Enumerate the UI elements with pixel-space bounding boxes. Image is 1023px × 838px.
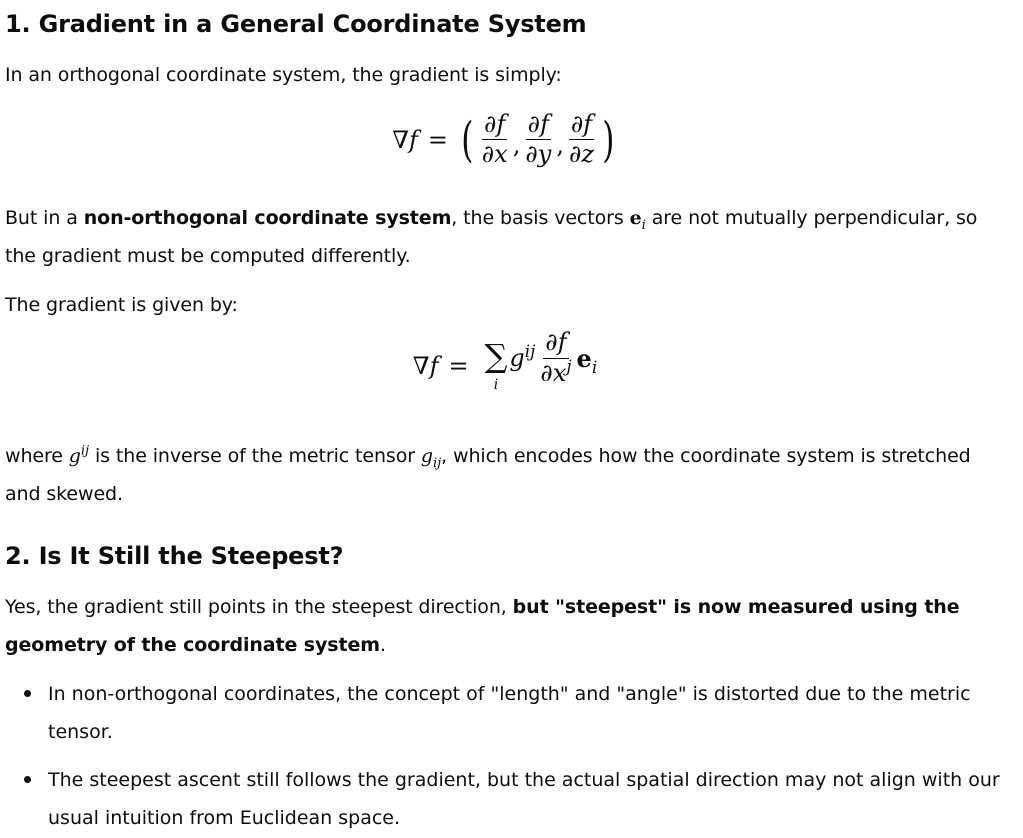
section-2-heading: 2. Is It Still the Steepest? bbox=[5, 542, 344, 570]
inverse-metric-symbol: $g^{ij}$ bbox=[68, 443, 90, 467]
nabla-f: ∇f bbox=[392, 125, 418, 154]
partial-f-partial-x: $\frac{\partial f}{\partial x}$ bbox=[481, 110, 508, 169]
left-paren: ( bbox=[461, 111, 474, 168]
equals-sign: = bbox=[448, 352, 469, 380]
text: , which encodes how the coordinate system is stretched and skewed. bbox=[5, 445, 971, 505]
partial-f-partial-z: $\frac{\partial f}{\partial z}$ bbox=[568, 110, 595, 169]
equation-general-gradient bbox=[0, 328, 1010, 393]
bullet-list bbox=[5, 675, 1023, 837]
bold-term: non-orthogonal coordinate system bbox=[83, 207, 452, 229]
bold-text: but "steepest" is now measured using the geometry of the coordinate system bbox=[5, 596, 960, 656]
nabla-f: ∇f bbox=[412, 352, 439, 380]
text: , the basis vectors bbox=[451, 207, 630, 229]
section-1-paragraph-3 bbox=[5, 286, 238, 324]
right-paren: ) bbox=[602, 111, 615, 168]
partial-f-partial-y: $\frac{\partial f}{\partial y}$ bbox=[525, 110, 552, 169]
section-1-paragraph-4 bbox=[5, 437, 1005, 513]
comma: , bbox=[556, 131, 564, 160]
text: But in a bbox=[5, 207, 84, 229]
text: Yes, the gradient still points in the steepest direction, bbox=[5, 596, 513, 618]
text: is the inverse of the metric tensor bbox=[89, 445, 421, 467]
text: The gradient is given by: bbox=[5, 294, 238, 316]
inverse-metric: $g^{ij}$ bbox=[509, 341, 536, 372]
partial-f-partial-xj: $\frac{\partial f}{\partial x^j}$ bbox=[540, 328, 572, 387]
text: are not mutually perpendicular, so the gradient must be computed differently. bbox=[5, 207, 978, 267]
section-1-heading: 1. Gradient in a General Coordinate System bbox=[5, 10, 587, 38]
list-item: The steepest ascent still follows the gradient, but the actual spatial direction may not align with our usual intuition from Euclidean space. bbox=[48, 761, 1023, 837]
list-item: In non-orthogonal coordinates, the concept of "length" and "angle" is distorted due to the metric tensor. bbox=[48, 675, 1023, 751]
equals-sign: = bbox=[427, 125, 448, 154]
section-1-paragraph-2 bbox=[5, 199, 1005, 275]
metric-tensor-symbol: $g_{ij}$ bbox=[420, 445, 442, 471]
summation: ∑ i bbox=[484, 337, 508, 393]
text: . bbox=[379, 634, 386, 656]
basis-vector: $e_i$ bbox=[576, 343, 598, 377]
equation-orthogonal-gradient bbox=[0, 112, 1010, 167]
section-1-intro bbox=[5, 56, 562, 94]
intro-text: In an orthogonal coordinate system, the gradient is simply: bbox=[5, 64, 562, 86]
comma: , bbox=[512, 131, 521, 160]
section-2-paragraph-1 bbox=[5, 588, 1005, 664]
text: where bbox=[5, 445, 69, 467]
basis-vector-symbol: $e_i$ bbox=[629, 207, 646, 233]
